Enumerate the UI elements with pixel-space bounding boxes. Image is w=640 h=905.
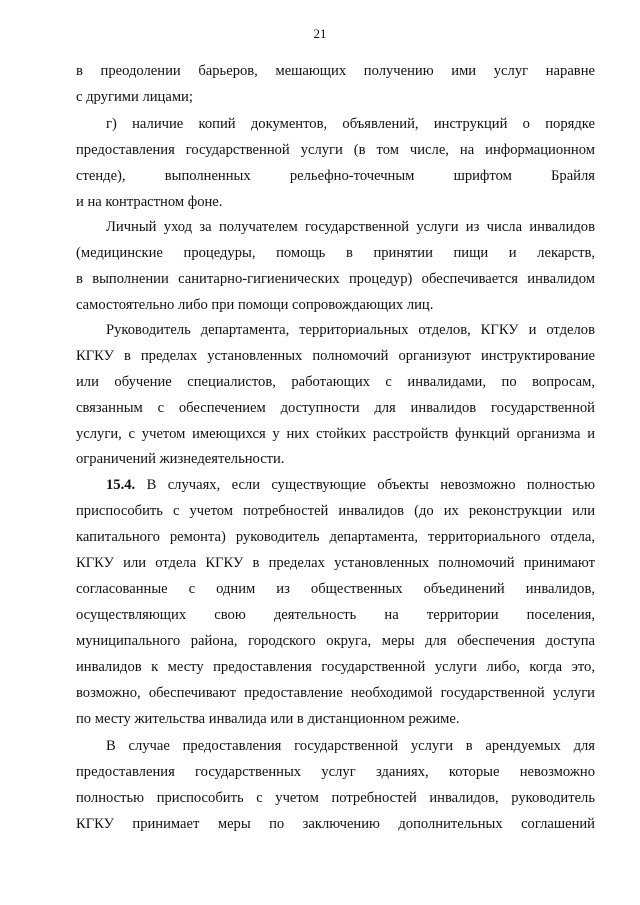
text-line: и на контрастном фоне. (76, 194, 223, 210)
text-line: в выполнении санитарно-гигиенических процедур) обеспечивается инвалидом (76, 271, 595, 287)
text-line: с другими лицами; (76, 89, 193, 105)
text-line: (медицинские процедуры, помощь в принятии пищи и лекарств, (76, 245, 595, 261)
text-line: КГКУ или отдела КГКУ в пределах установленных полномочий принимают (76, 555, 595, 571)
text-line: КГКУ в пределах установленных полномочий организуют инструктирование (76, 348, 595, 364)
text-line: стенде), выполненных рельефно-точечным шрифтом Брайля (76, 168, 595, 184)
text-fragment: В случаях, если существующие объекты невозможно полностью (146, 477, 595, 493)
text-line: полностью приспособить с учетом потребностей инвалидов, руководитель (76, 790, 595, 806)
text-line: капитального ремонта) руководитель департамента, территориального отдела, (76, 529, 595, 545)
text-line: или обучение специалистов, работающих с инвалидами, по вопросам, (76, 374, 595, 390)
text-line: Личный уход за получателем государственной услуги из числа инвалидов (106, 219, 595, 235)
text-line: В случае предоставления государственной услуги в арендуемых для (106, 738, 595, 754)
section-number: 15.4. (106, 477, 136, 493)
text-line: КГКУ принимает меры по заключению дополнительных соглашений (76, 816, 595, 832)
text-line: по месту жительства инвалида или в дистанционном режиме. (76, 711, 460, 727)
text-line: предоставления государственной услуги (в том числе, на информационном (76, 142, 595, 158)
text-line: Руководитель департамента, территориальных отделов, КГКУ и отделов (106, 322, 595, 338)
text-line: осуществляющих свою деятельность на территории поселения, (76, 607, 595, 623)
page-number: 21 (313, 26, 327, 41)
text-line: услуги, с учетом имеющихся у них стойких расстройств функций организма и (76, 426, 595, 442)
text-line: самостоятельно либо при помощи сопровождающих лиц. (76, 297, 434, 313)
section-first-line (106, 475, 595, 495)
text-line: приспособить с учетом потребностей инвалидов (до их реконструкции или (76, 503, 595, 519)
text-line: согласованные с одним из общественных объединений инвалидов, (76, 581, 595, 597)
text-line: муниципального района, городского округа, меры для обеспечения доступа (76, 633, 595, 649)
text-line: инвалидов к месту предоставления государственной услуги либо, когда это, (76, 659, 595, 675)
text-line: в преодолении барьеров, мешающих получению ими услуг наравне (76, 63, 595, 79)
text-line: предоставления государственных услуг зданиях, которые невозможно (76, 764, 595, 780)
text-line: г) наличие копий документов, объявлений, инструкций о порядке (106, 116, 595, 132)
text-line: связанным с обеспечением доступности для инвалидов государственной (76, 400, 595, 416)
text-line: ограничений жизнедеятельности. (76, 451, 285, 467)
text-line: возможно, обеспечивают предоставление необходимой государственной услуги (76, 685, 595, 701)
